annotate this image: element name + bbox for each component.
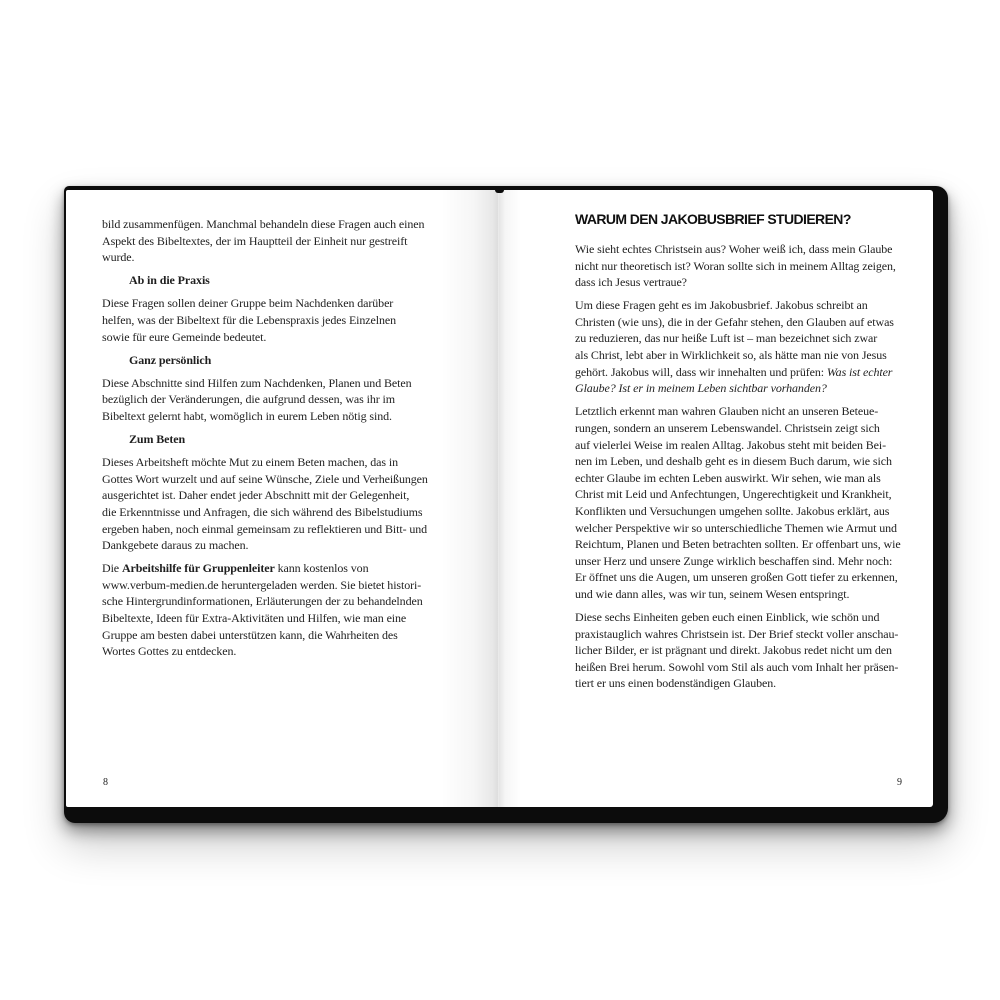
text-line: Wortes Gottes zu entdecken. [102,644,237,659]
text-line: rungen, sondern an unserem Lebenswandel. Christsein zeigt sich [575,420,880,435]
text-line: Dieses Arbeitsheft möchte Mut zu einem Beten machen, das in [102,455,399,470]
text-line: Christen (wie uns), die in der Gefahr stehen, den Glauben auf etwas [575,314,894,329]
section-heading [102,272,474,289]
text-line: Die Arbeitshilfe für Gruppenleiter kann kostenlos von [102,561,369,576]
left-page-number: 8 [103,777,108,788]
text-line: bild zusammenfügen. Manchmal behandeln diese Fragen auch einen [102,217,425,231]
text-line: und wie dann alles, was wir tun, seinem Wesen entspringt. [575,586,850,601]
text-line: Ab in die Praxis [129,273,210,288]
paragraph [575,609,935,692]
paragraph [102,375,474,425]
text-line: Gruppe am besten dabei unterstützen kann, die Wahrheiten des [102,627,398,642]
text-line: helfen, was der Bibeltext für die Lebenspraxis jedes Einzelnen [102,312,397,327]
text-line: sche Hintergrundinformationen, Erläuterungen der zu behandelnden [102,594,423,609]
text-line: ausgerichtet ist. Daher endet jeder Abschnitt mit der Gelegenheit, [102,488,410,503]
text-line: Gottes Wort wurzelt und auf seine Wünsche, Ziele und Verheißungen [102,471,428,486]
left-page-blocks [102,216,474,660]
text-line: nen im Leben, und deshalb geht es in diesem Buch darum, wie sich [575,454,892,469]
text-line: Reichtum, Planen und Beten betrachten sollten. Er offenbart uns, wie [575,537,901,552]
section-heading [102,352,474,369]
text-line: die Erkenntnisse und Anfragen, die sich während des Bibelstudiums [102,504,423,519]
text-line: Dankgebete daraus zu machen. [102,538,249,553]
text-line: als Christ, lebt aber in Wirklichkeit so, als hätte man nie von Jesus [575,348,887,363]
paragraph [575,297,935,397]
text-line: gehört. Jakobus will, dass wir innehalten und prüfen: Was ist echter [575,364,893,379]
paragraph [102,216,474,266]
text-line: Um diese Fragen geht es im Jakobusbrief. Jakobus schreibt an [575,298,868,313]
text-line: nicht nur theoretisch ist? Woran sollte sich in meinem Alltag zeigen, [575,258,896,273]
text-line: Christ mit Leid und Anfechtungen, Ungerechtigkeit und Krankheit, [575,487,892,502]
text-line: welcher Perspektive wir so unterschiedliche Themen wie Armut und [575,520,897,535]
text-line: praxistauglich wahres Christsein ist. Der Brief steckt voller anschau- [575,626,899,641]
right-page-blocks [575,241,935,692]
right-page [499,190,933,807]
paragraph [102,454,474,554]
section-heading [102,431,474,448]
right-page-text [575,210,935,692]
text-line: Zum Beten [129,432,186,447]
text-line: Bibeltexte, Ideen für Extra-Aktivitäten und Hilfen, wie man eine [102,610,407,625]
text-line: unser Herz und unsere Zunge wirklich beschaffen sind. Mehr noch: [575,553,893,568]
text-line: Wie sieht echtes Christsein aus? Woher weiß ich, dass mein Glaube [575,242,893,256]
text-line: Bibeltext gelernt habt, womöglich in eurem Leben nötig sind. [102,408,392,423]
paragraph [575,241,935,291]
text-line: zu reduzieren, das nur heiße Luft ist – man bezeichnet sich zwar [575,331,878,346]
text-line: wurde. [102,250,135,265]
text-line: Diese sechs Einheiten geben euch einen Einblick, wie schön und [575,609,880,624]
text-line: heißen Brei herum. Sowohl vom Stil als auch vom Inhalt her präsen- [575,659,899,674]
text-line: Diese Abschnitte sind Hilfen zum Nachdenken, Planen und Beten [102,375,412,390]
gutter-shadow-right [499,190,521,807]
text-line: echter Glaube im echten Leben auswirkt. Wir sehen, wie man als [575,470,881,485]
paragraph [102,295,474,345]
text-line: auf vielerlei Weise im realen Alltag. Jakobus steht mit beiden Bei- [575,437,887,452]
text-line: tiert er uns einen bodenständigen Glauben. [575,676,777,691]
paragraph [102,560,474,660]
text-line: Er öffnet uns die Augen, um unseren großen Gott tiefer zu erkennen, [575,570,898,585]
text-line: Diese Fragen sollen deiner Gruppe beim Nachdenken darüber [102,296,394,311]
text-line: licher Bilder, er ist prägnant und direkt. Jakobus redet nicht um den [575,643,892,658]
open-book [64,186,948,823]
left-page-text [102,216,474,660]
text-line: Ganz persönlich [129,352,212,367]
text-line: Konflikten und Versuchungen umgehen sollte. Jakobus erklärt, aus [575,503,890,518]
text-line: www.verbum-medien.de heruntergeladen werden. Sie bietet histori- [102,577,422,592]
paragraph [575,403,935,602]
text-line: bezüglich der Veränderungen, die aufgrund dessen, was ihr im [102,392,396,407]
text-line: dass ich Jesus vertraue? [575,275,687,290]
chapter-title: WARUM DEN JAKOBUSBRIEF STUDIEREN? [575,211,851,227]
text-line: ergeben haben, noch einmal gemeinsam zu reflektieren und Bitt- und [102,521,428,536]
text-line: Letztlich erkennt man wahren Glauben nicht an unseren Beteue- [575,404,879,419]
left-page [66,190,499,807]
text-line: Glaube? Ist er in meinem Leben sichtbar vorhanden? [575,381,827,396]
text-line: sowie für eure Gemeinde bedeutet. [102,329,267,344]
text-line: Aspekt des Bibeltextes, der im Hauptteil der Einheit nur gestreift [102,233,408,248]
right-page-number: 9 [897,777,902,788]
